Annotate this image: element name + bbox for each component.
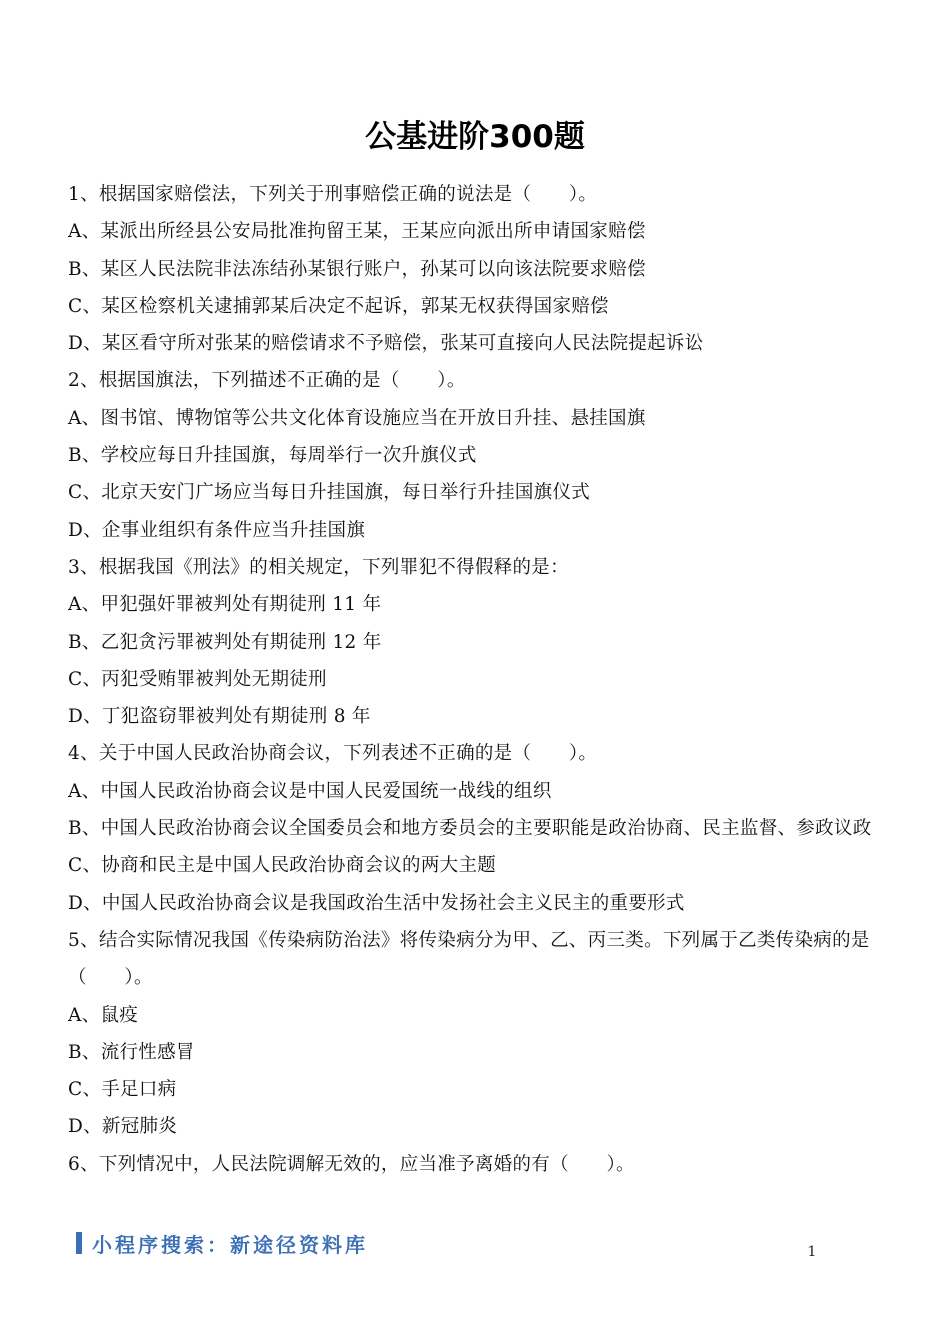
question-1-option-b: B、某区人民法院非法冻结孙某银行账户，孙某可以向该法院要求赔偿 [68, 258, 646, 280]
question-2-option-c: C、北京天安门广场应当每日升挂国旗，每日举行升挂国旗仪式 [68, 482, 591, 504]
page-number: 1 [807, 1244, 817, 1260]
question-2-stem: 2、根据国旗法，下列描述不正确的是（ ）。 [68, 370, 466, 392]
question-4-option-d: D、中国人民政治协商会议是我国政治生活中发扬社会主义民主的重要形式 [68, 892, 685, 914]
question-4-option-c: C、协商和民主是中国人民政治协商会议的两大主题 [68, 855, 497, 877]
question-3-option-d: D、丁犯盗窃罪被判处有期徒刑 8 年 [68, 706, 371, 728]
question-1-option-c: C、某区检察机关逮捕郭某后决定不起诉，郭某无权获得国家赔偿 [68, 295, 609, 317]
question-6-stem: 6、下列情况中，人民法院调解无效的，应当准予离婚的有（ ）。 [68, 1153, 635, 1175]
question-1-option-a: A、某派出所经县公安局批准拘留王某，王某应向派出所申请国家赔偿 [68, 221, 646, 243]
banner-bar-icon [76, 1232, 82, 1254]
question-3-option-c: C、丙犯受贿罪被判处无期徒刑 [68, 668, 327, 690]
question-3-option-a: A、甲犯强奸罪被判处有期徒刑 11 年 [68, 594, 382, 616]
question-2-option-a: A、图书馆、博物馆等公共文化体育设施应当在开放日升挂、悬挂国旗 [68, 407, 646, 429]
question-1-stem: 1、根据国家赔偿法，下列关于刑事赔偿正确的说法是（ ）。 [68, 184, 598, 205]
question-5-option-b: B、流行性感冒 [68, 1041, 195, 1063]
banner-text: 小程序搜索：新途径资料库 [92, 1232, 368, 1257]
question-2-option-d: D、企事业组织有条件应当升挂国旗 [68, 519, 366, 541]
question-5-option-d: D、新冠肺炎 [68, 1116, 178, 1138]
question-3-stem: 3、根据我国《刑法》的相关规定，下列罪犯不得假释的是： [68, 556, 569, 578]
question-4-stem: 4、关于中国人民政治协商会议，下列表述不正确的是（ ）。 [68, 743, 598, 765]
question-4-option-a: A、中国人民政治协商会议是中国人民爱国统一战线的组织 [68, 780, 552, 802]
question-5-option-a: A、鼠疫 [68, 1004, 139, 1026]
mini-program-banner [76, 1226, 368, 1260]
question-5-stem: 5、结合实际情况我国《传染病防治法》将传染病分为甲、乙、丙三类。下列属于乙类传染病的是（ ）。 [68, 929, 870, 989]
question-1-option-d: D、某区看守所对张某的赔偿请求不予赔偿，张某可直接向人民法院提起诉讼 [68, 333, 704, 355]
page-title: 公基进阶300题 [365, 119, 585, 155]
question-4-option-b: B、中国人民政治协商会议全国委员会和地方委员会的主要职能是政治协商、民主监督、参政议政 [68, 818, 872, 840]
question-list [68, 176, 888, 1183]
question-3-option-b: B、乙犯贪污罪被判处有期徒刑 12 年 [68, 631, 382, 653]
question-5-option-c: C、手足口病 [68, 1079, 177, 1101]
question-2-option-b: B、学校应每日升挂国旗，每周举行一次升旗仪式 [68, 445, 477, 467]
